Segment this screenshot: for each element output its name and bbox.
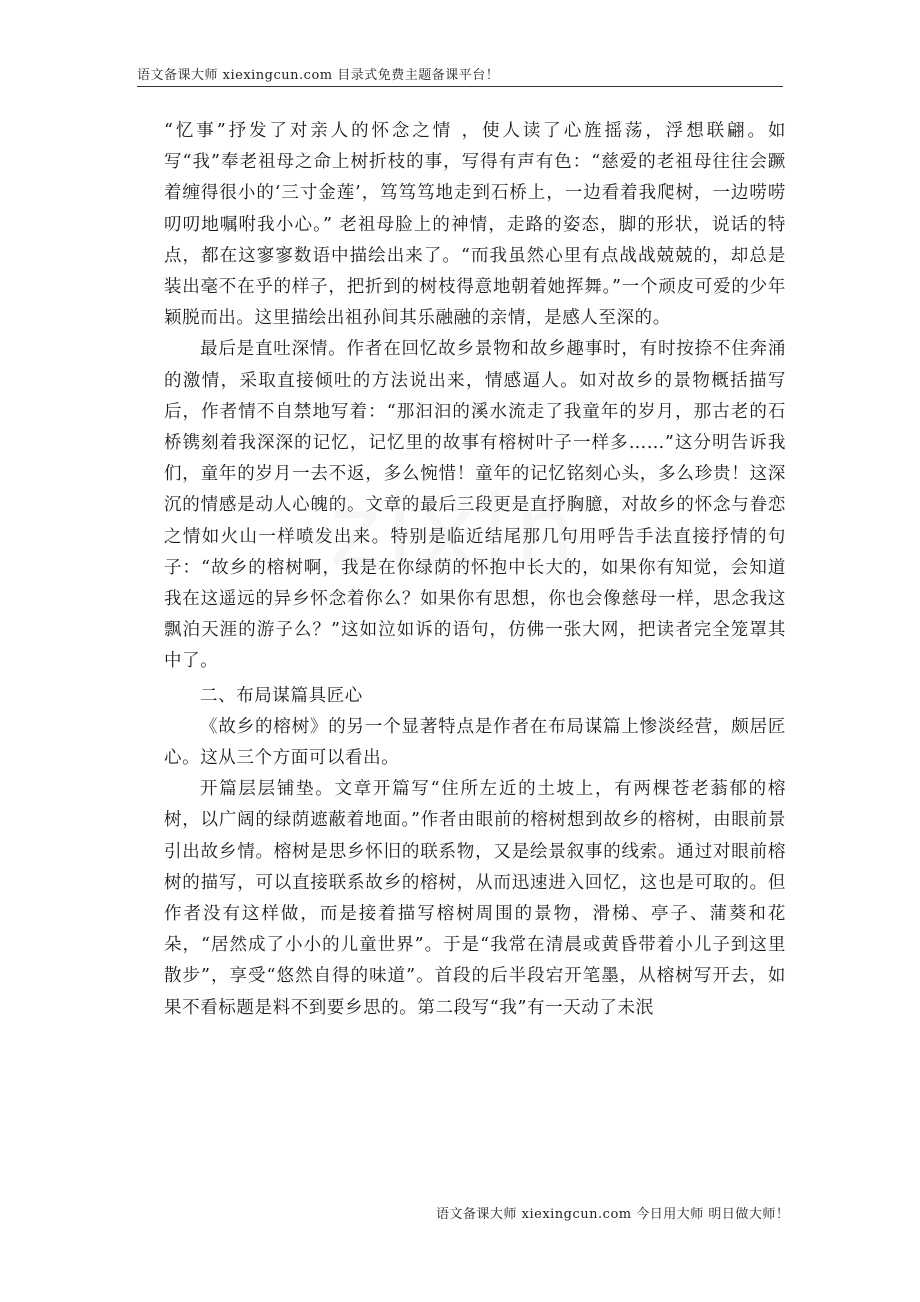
paragraph-recollection: “忆事”抒发了对亲人的怀念之情 ，使人读了心旌摇荡，浮想联翩。如写“我”奉老祖母之命上树折枝的事，写得有声有色：“慈爱的老祖母往往会蹶着缠得很小的‘三寸金莲’，笃笃笃地走到石桥上，一边看着我爬树，一边唠唠叨叨地嘱咐我小心。” 老祖母脸上的神情，走路的姿态，脚的形状，说话的特点，都在这寥寥数语中描绘出来了。“而我虽然心里有点战战兢兢的，却总是装出毫不在乎的样子，把折到的树枝得意地朝着她挥舞。”一个顽皮可爱的少年颖脱而出。这里描绘出祖孙间其乐融融的亲情，是感人至深的。 — [164, 121, 786, 329]
header-divider — [137, 86, 783, 87]
page-footer: 语文备课大师 xiexingcun.com 今日用大师 明日做大师！ — [436, 1207, 790, 1222]
paragraph-direct-emotion: 最后是直吐深情。作者在回忆故乡景物和故乡趣事时，有时按捺不住奔涌的激情，采取直接倾吐的方法说出来，情感逼人。如对故乡的景物概括描写后，作者情不自禁地写着：“那汩汩的溪水流走了我童年的岁月，那古老的石桥镌刻着我深深的记忆，记忆里的故事有榕树叶子一样多……”这分明告诉我们，童年的岁月一去不返，多么惋惜！童年的记忆铭刻心头，多么珍贵！这深沉的情感是动人心魄的。文章的最后三段更是直抒胸臆，对故乡的怀念与眷恋之情如火山一样喷发出来。特别是临近结尾那几句用呼告手法直接抒情的句子：“故乡的榕树啊，我是在你绿荫的怀抱中长大的，如果你有知觉，会知道我在这遥远的异乡怀念着你么？如果你有思想，你也会像慈母一样，思念我这飘泊天涯的游子么？”这如泣如诉的语句，仿佛一张大网，把读者完全笼罩其中了。 — [164, 339, 786, 672]
section-heading: 二、布局谋篇具匠心 — [200, 685, 363, 706]
paragraph-layout-intro: 《故乡的榕树》的另一个显著特点是作者在布局谋篇上惨淡经营，颇居匠心。这从三个方面可以看出。 — [164, 716, 786, 769]
paragraph-opening-setup: 开篇层层铺垫。文章开篇写“住所左近的土坡上，有两棵苍老蓊郁的榕树，以广阔的绿荫遮蔽着地面。”作者由眼前的榕树想到故乡的榕树，由眼前景引出故乡情。榕树是思乡怀旧的联系物，又是绘景叙事的线索。通过对眼前榕树的描写，可以直接联系故乡的榕树，从而迅速进入回忆，这也是可取的。但作者没有这样做，而是接着描写榕树周围的景物，滑梯、亭子、蒲葵和花朵，“居然成了小小的儿童世界”。于是“我常在清晨或黄昏带着小儿子到这里散步”，享受“悠然自得的味道”。首段的后半段宕开笔墨，从榕树写开去，如果不看标题是料不到要乡思的。第二段写“我”有一天动了未泯 — [164, 779, 786, 1018]
document-body — [164, 116, 786, 1024]
page-header: 语文备课大师 xiexingcun.com 目录式免费主题备课平台！ — [137, 68, 500, 83]
